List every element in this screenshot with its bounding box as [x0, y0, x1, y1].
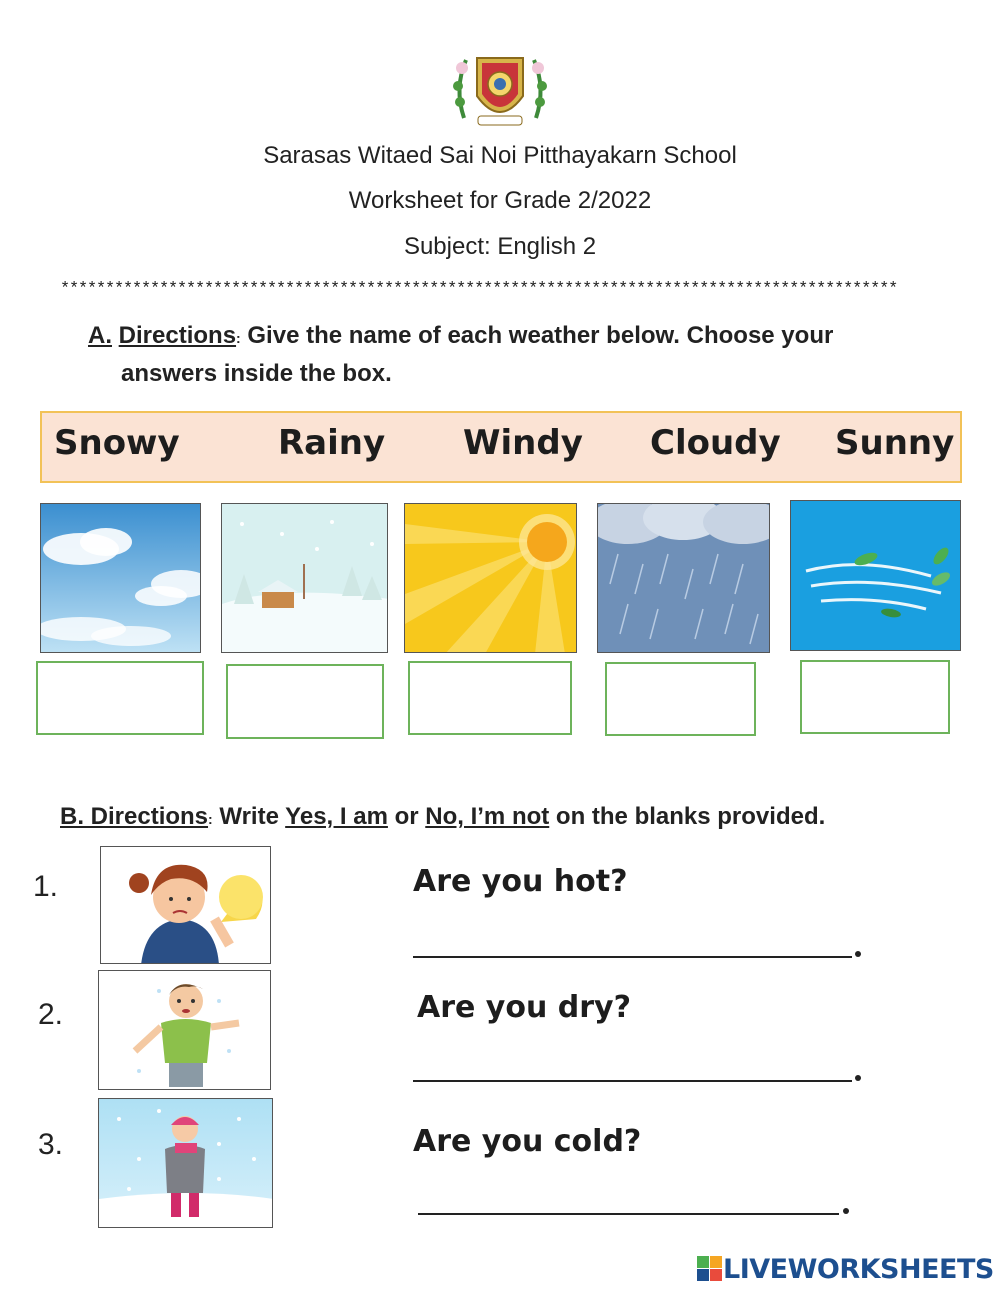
word-bank-cloudy[interactable]: Cloudy — [650, 423, 781, 463]
subject-line: Subject: English 2 — [403, 233, 597, 260]
liveworksheets-icon — [697, 1256, 723, 1282]
question-1-text: Are you hot? — [413, 864, 628, 899]
section-b-directions — [60, 803, 825, 831]
hot-girl-picture — [100, 846, 271, 964]
answer-box-2[interactable] — [226, 664, 384, 739]
question-2-text: Are you dry? — [417, 990, 631, 1025]
answer-box-1[interactable] — [36, 661, 204, 735]
word-bank-rainy[interactable]: Rainy — [278, 423, 386, 463]
answer-box-5[interactable] — [800, 660, 950, 734]
answer-box-4[interactable] — [605, 662, 756, 736]
section-b-or: or — [387, 803, 426, 830]
section-b-option-yes: Yes, I am — [285, 803, 388, 830]
section-b-colon: : — [208, 811, 213, 827]
school-emblem-logo — [444, 48, 556, 136]
section-b-rest: on the blanks provided. — [549, 803, 826, 830]
section-a-directions-label: Directions — [118, 322, 237, 349]
answer-period-2 — [855, 1075, 861, 1081]
word-bank-windy[interactable]: Windy — [463, 423, 583, 463]
section-a-directions — [88, 322, 833, 350]
cloudy-sky-picture — [40, 503, 201, 653]
answer-blank-1[interactable] — [413, 956, 852, 958]
sunny-sun-picture — [404, 503, 577, 653]
cold-child-picture — [98, 1098, 273, 1228]
section-a-colon: : — [236, 330, 241, 346]
divider-stars: ********************************************************************************************* — [60, 280, 898, 299]
answer-blank-2[interactable] — [413, 1080, 852, 1082]
wet-boy-picture — [98, 970, 271, 1090]
answer-period-1 — [855, 951, 861, 957]
section-b-option-no: No, I’m not — [425, 803, 550, 830]
rainy-clouds-picture — [597, 503, 770, 653]
section-b-write: Write — [212, 803, 286, 830]
answer-box-3[interactable] — [408, 661, 572, 735]
school-name: Sarasas Witaed Sai Noi Pitthayakarn School — [263, 142, 737, 169]
answer-period-3 — [843, 1208, 849, 1214]
section-b-directions-label: B. Directions — [60, 803, 209, 830]
section-a-line2: answers inside the box. — [121, 360, 392, 387]
question-number-3: 3. — [38, 1128, 64, 1161]
liveworksheets-logo — [697, 1254, 994, 1284]
word-bank-box — [40, 411, 962, 483]
section-a-line1: Give the name of each weather below. Choose your — [240, 322, 834, 349]
section-a-letter: A. — [88, 322, 112, 349]
question-number-2: 2. — [38, 998, 64, 1031]
windy-leaves-picture — [790, 500, 961, 651]
word-bank-snowy[interactable]: Snowy — [54, 423, 180, 463]
liveworksheets-brand: LIVEWORKSHEETS — [723, 1253, 994, 1285]
snowy-village-picture — [221, 503, 388, 653]
question-number-1: 1. — [33, 870, 59, 903]
worksheet-title: Worksheet for Grade 2/2022 — [348, 187, 652, 214]
question-3-text: Are you cold? — [413, 1124, 642, 1159]
word-bank-sunny[interactable]: Sunny — [835, 423, 955, 463]
answer-blank-3[interactable] — [418, 1213, 839, 1215]
